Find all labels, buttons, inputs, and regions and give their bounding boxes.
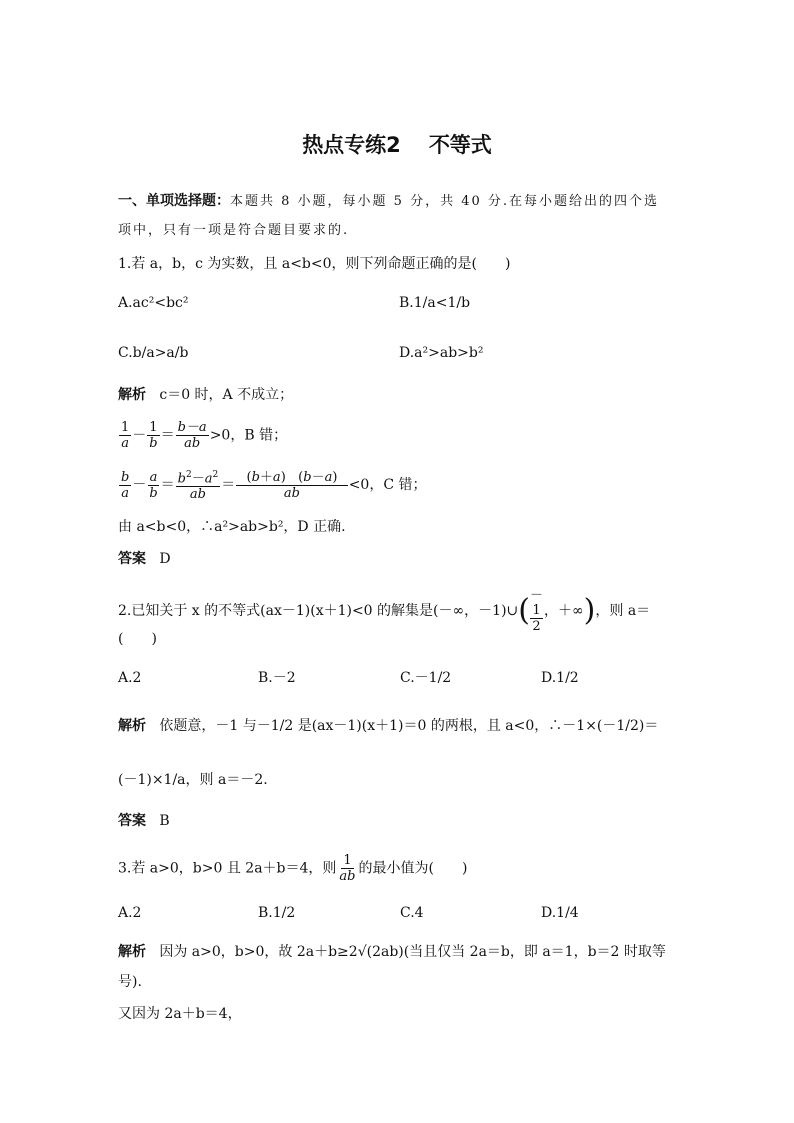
q1-answer-label: 答案 [118, 551, 146, 567]
q3-stem: 3.若 a>0，b>0 且 2a＋b＝4，则 $\frac{1}{ab}$ 的最小值为( ) [118, 853, 468, 884]
q3-analysis-text-2: 号). [118, 974, 142, 990]
q1-option-d: D.a²>ab>b² [399, 345, 484, 361]
q2-analysis-1 [118, 716, 658, 736]
q3-option-b: B.1/2 [258, 905, 296, 921]
q1-analysis-label: 解析 [118, 387, 146, 403]
q3-analysis-label: 解析 [118, 944, 146, 960]
section-text-1: 本题共 8 小题，每小题 5 分，共 40 分.在每小题给出的四个选 [230, 194, 660, 209]
q3-option-a: A.2 [118, 905, 142, 921]
q2-paren: ( ) [118, 631, 157, 647]
q3-analysis-text-3: 又因为 2a＋b＝4， [118, 1006, 242, 1022]
q1-option-b: B.1/a<1/b [399, 295, 471, 311]
q3-stem-b: 的最小值为( ) [358, 860, 468, 877]
section-head: 一、单项选择题： [118, 193, 230, 209]
q2-analysis-label: 解析 [118, 718, 146, 734]
q2-option-d: D.1/2 [541, 670, 579, 686]
q1-option-a: A.ac²<bc² [118, 295, 189, 311]
q3-analysis-1 [118, 942, 666, 962]
q1-stem: 1.若 a，b，c 为实数，且 a<b<0，则下列命题正确的是( ) [118, 256, 511, 272]
q1-option-c: C.b/a>a/b [118, 345, 189, 361]
q1-analysis-text-3: <0，C 错； [348, 477, 427, 494]
section-text-2: 项中，只有一项是符合题目要求的. [118, 223, 350, 238]
q2-stem-b: ＋∞ [558, 603, 584, 619]
q3-option-c: C.4 [400, 905, 424, 921]
q1-answer-value: D [159, 551, 171, 567]
q3-analysis-text-1: 因为 a>0，b>0，故 2a＋b≥2√(2ab)(当且仅当 2a＝b，即 a＝1，b＝2 时取等 [159, 944, 666, 960]
page-title [0, 130, 794, 160]
q1-analysis-2: $\frac{1}{a}$ － $\frac{1}{b}$ ＝ $\frac{b-a}{ab}$ >0，B 错； [121, 420, 288, 451]
q2-option-c: C.－1/2 [400, 670, 452, 686]
section-header [118, 191, 659, 212]
q2-stem-c: ，则 a＝ [595, 603, 651, 619]
q1-analysis-3: $\frac{b}{a}$ － $\frac{a}{b}$ ＝ $\frac{b^2-a^2}{ab}$ ＝ $\frac{(b+a) (b-a)}{ab}$ <0，C 错； [121, 469, 427, 503]
q3-option-d: D.1/4 [541, 905, 579, 921]
q2-answer-label: 答案 [118, 813, 146, 829]
q1-analysis-text-1: c＝0 时，A 不成立； [159, 387, 294, 403]
title-sub: 不等式 [428, 133, 492, 157]
q1-analysis-text-2: >0，B 错； [209, 427, 288, 444]
q2-option-b: B.－2 [258, 670, 296, 686]
q2-stem-a: 2.已知关于 x 的不等式(ax－1)(x＋1)<0 的解集是(－∞，－1)∪ [118, 603, 519, 619]
q3-stem-a: 3.若 a>0，b>0 且 2a＋b＝4，则 [118, 860, 337, 877]
q2-answer [118, 811, 170, 831]
q2-analysis-text-2: (－1)×1/a，则 a＝－2. [118, 772, 268, 788]
q2-analysis-text-1: 依题意，－1 与－1/2 是(ax－1)(x＋1)＝0 的两根，且 a<0，∴－1×(－1/2)＝ [159, 718, 659, 734]
q1-answer [118, 549, 171, 569]
q2-stem: 2.已知关于 x 的不等式(ax－1)(x＋1)<0 的解集是(－∞，－1)∪(－ $\frac{1}{2}$ ，＋∞)，则 a＝ [118, 588, 651, 634]
title-main: 热点专练2 [302, 133, 401, 157]
q1-analysis-text-4: 由 a<b<0，∴a²>ab>b²，D 正确. [118, 519, 346, 535]
q2-answer-value: B [159, 813, 170, 829]
q2-option-a: A.2 [118, 670, 142, 686]
q1-analysis-1 [118, 385, 293, 405]
